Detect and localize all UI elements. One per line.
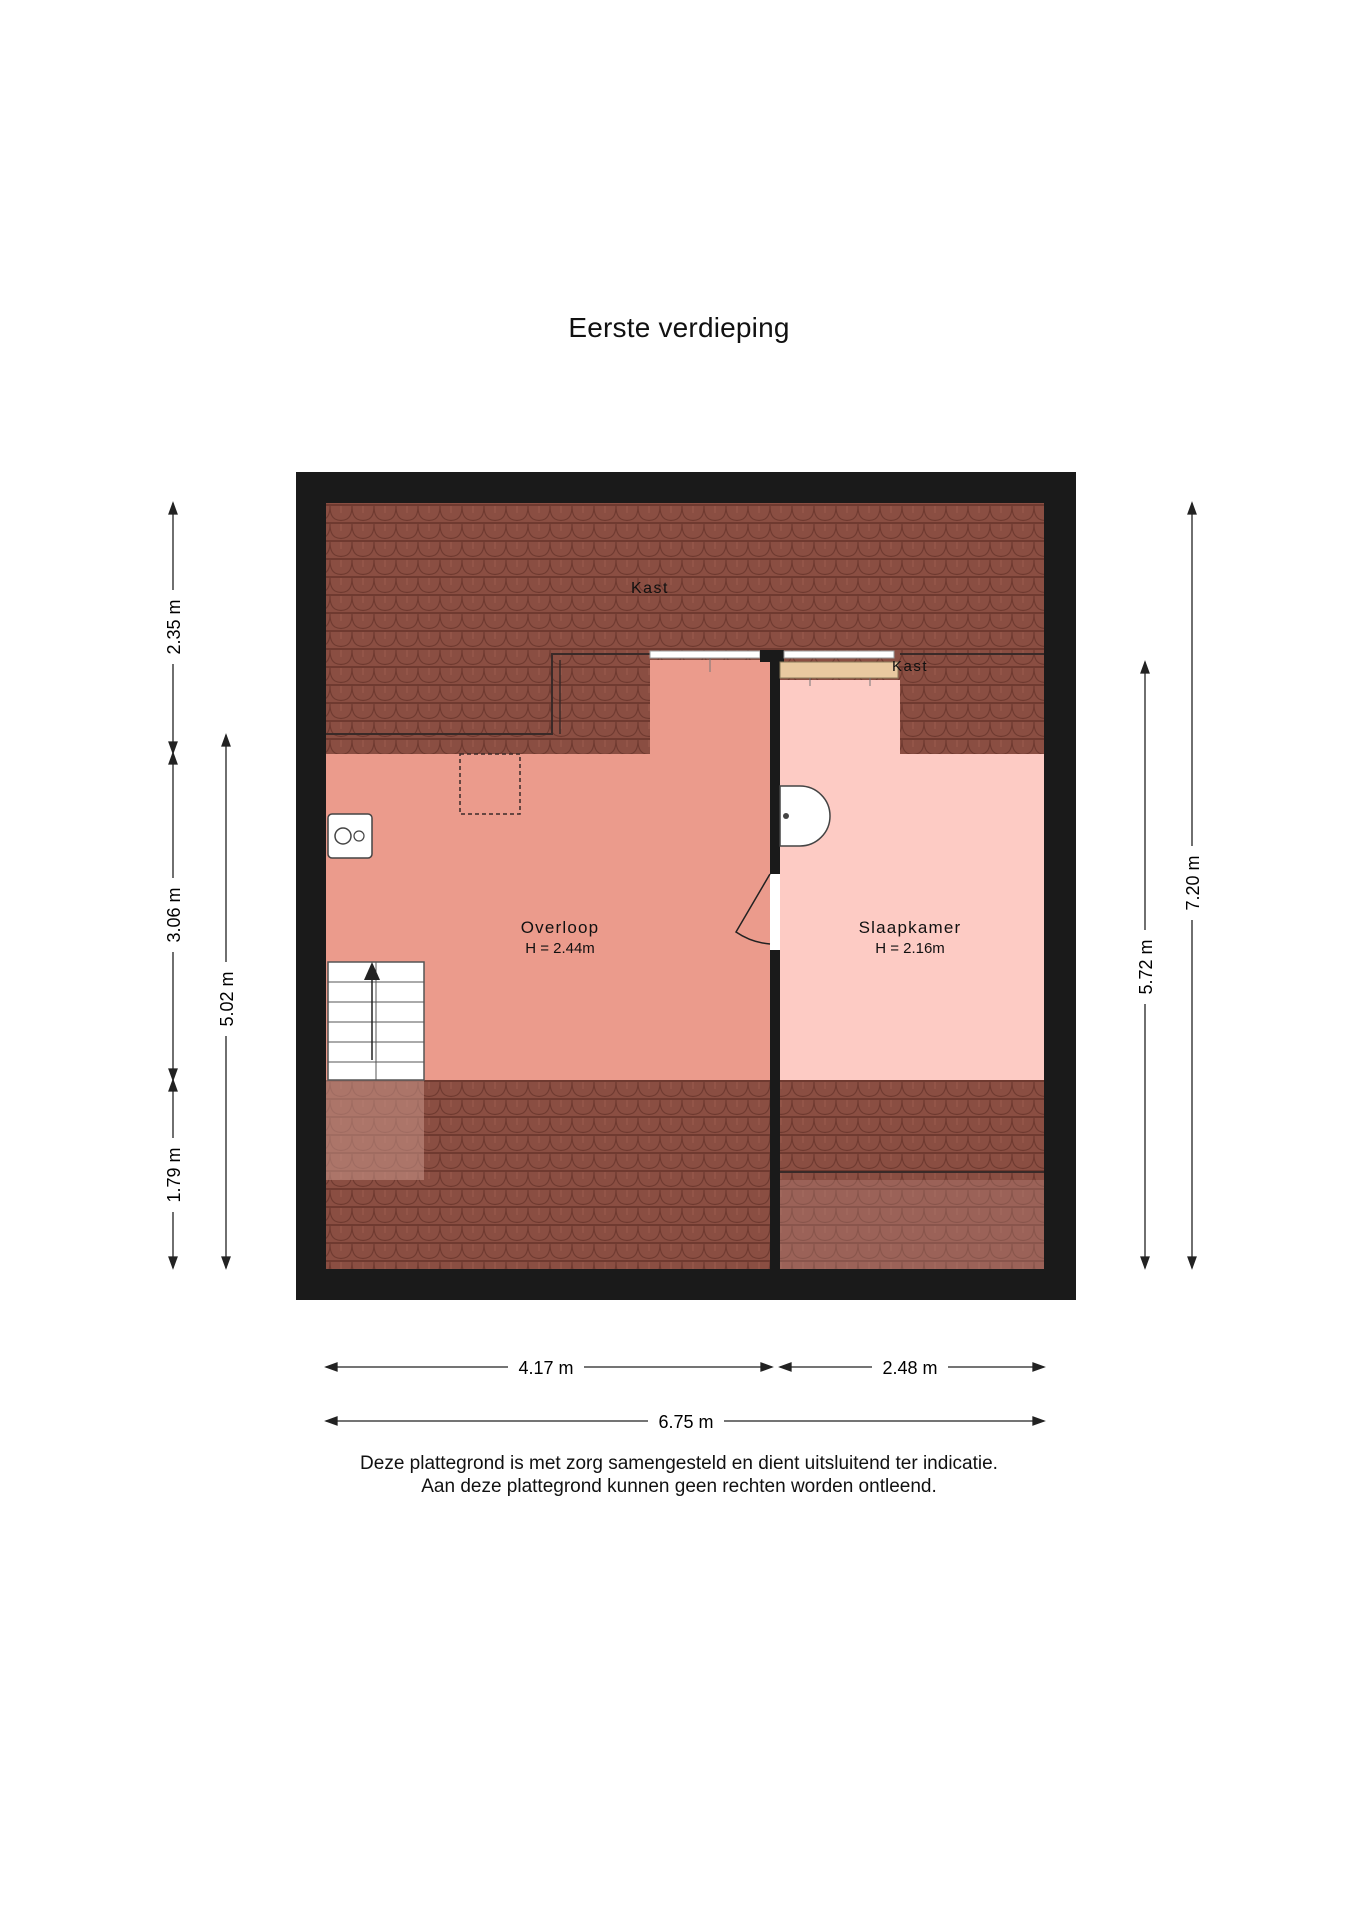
dim-right-7-20: 7.20 m [1183,855,1203,911]
dim-left-5-02: 5.02 m [217,971,237,1027]
interior-wall [770,650,780,1270]
dim-bottom-6-75: 6.75 m [658,1412,714,1432]
dim-bottom-2-48: 2.48 m [882,1358,938,1378]
dim-right-5-72: 5.72 m [1136,939,1156,995]
dim-left-1-79: 1.79 m [164,1147,184,1203]
overloop-height: H = 2.44m [525,940,595,957]
page-title: Eerste verdieping [568,312,790,343]
stair-void [326,1080,424,1180]
overloop-label: Overloop [520,918,600,937]
sliding-door-overloop [650,651,760,658]
kast-top-label: Kast [630,580,669,597]
sliding-door-slaapkamer [784,651,894,658]
dim-left-3-06: 3.06 m [164,887,184,943]
disclaimer [0,1452,1358,1498]
dim-left-2-35: 2.35 m [164,599,184,655]
dim-bottom-4-17: 4.17 m [518,1358,574,1378]
disclaimer-line-1: Deze plattegrond is met zorg samengesteld en dient uitsluitend ter indicatie. [360,1453,998,1474]
slaapkamer-height: H = 2.16m [875,940,945,957]
disclaimer-line-2: Aan deze plattegrond kunnen geen rechten worden ontleend. [421,1476,937,1497]
door-gap [770,874,780,950]
bottom-right-roof-zone [780,1180,1044,1269]
staircase [328,962,424,1080]
kast-right-label: Kast [891,658,928,675]
slaapkamer-label: Slaapkamer [858,918,962,937]
